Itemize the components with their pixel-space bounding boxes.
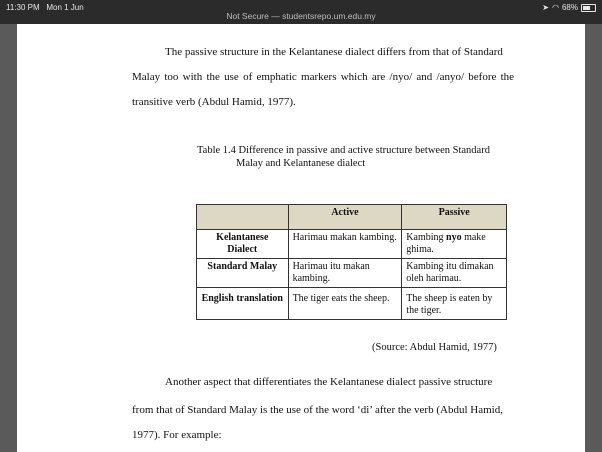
text-line: transitive verb (Abdul Hamid, 1977). — [132, 96, 296, 108]
header-cell-empty — [197, 205, 289, 230]
text-line: from that of Standard Malay is the use of the word ‘di’ after the verb (Abdul Hamid, — [132, 404, 503, 416]
table-caption — [197, 144, 490, 170]
table-row — [197, 259, 507, 288]
table-row — [197, 230, 507, 259]
header-passive: Passive — [402, 205, 507, 230]
caption-line: Malay and Kelantanese dialect — [236, 158, 366, 169]
text-line: 1977). For example: — [132, 429, 222, 441]
comparison-table — [196, 204, 507, 320]
row-label: English translation — [197, 288, 289, 320]
text-line: Malay too with the use of emphatic markers which are /nyo/ and /anyo/ before the — [132, 71, 515, 83]
text-line: Another aspect that differentiates the Kelantanese dialect passive structure — [165, 376, 493, 388]
row-label: Kelantanese Dialect — [197, 230, 289, 259]
cell-active: The tiger eats the sheep. — [288, 288, 402, 320]
caption-line: Table 1.4 Difference in passive and active structure between Standard — [197, 145, 490, 156]
cell-passive: Kambing nyo make ghima. — [402, 230, 507, 259]
text-line: The passive structure in the Kelantanese dialect differs from that of Standard — [165, 46, 503, 58]
status-indicators — [542, 3, 596, 12]
emphatic-marker: nyo — [446, 232, 462, 243]
location-icon: ➤ — [542, 3, 549, 12]
table-row — [197, 288, 507, 320]
status-bar — [0, 0, 602, 24]
header-active: Active — [288, 205, 402, 230]
document-page — [17, 24, 585, 452]
battery-percent: 68% — [561, 3, 578, 12]
row-label: Standard Malay — [197, 259, 289, 288]
address-bar[interactable]: Not Secure — studentsrepo.um.edu.my — [226, 11, 376, 21]
cell-active: Harimau itu makan kambing. — [288, 259, 402, 288]
wifi-icon: ◠ — [552, 3, 559, 12]
cell-active: Harimau makan kambing. — [288, 230, 402, 259]
cell-passive: Kambing itu dimakan oleh harimau. — [402, 259, 507, 288]
table-source: (Source: Abdul Hamid, 1977) — [372, 342, 497, 353]
battery-icon — [581, 4, 596, 12]
cell-passive: The sheep is eaten by the tiger. — [402, 288, 507, 320]
status-time-date: 11:30 PM Mon 1 Jun — [6, 3, 84, 12]
table-header-row — [197, 205, 507, 230]
